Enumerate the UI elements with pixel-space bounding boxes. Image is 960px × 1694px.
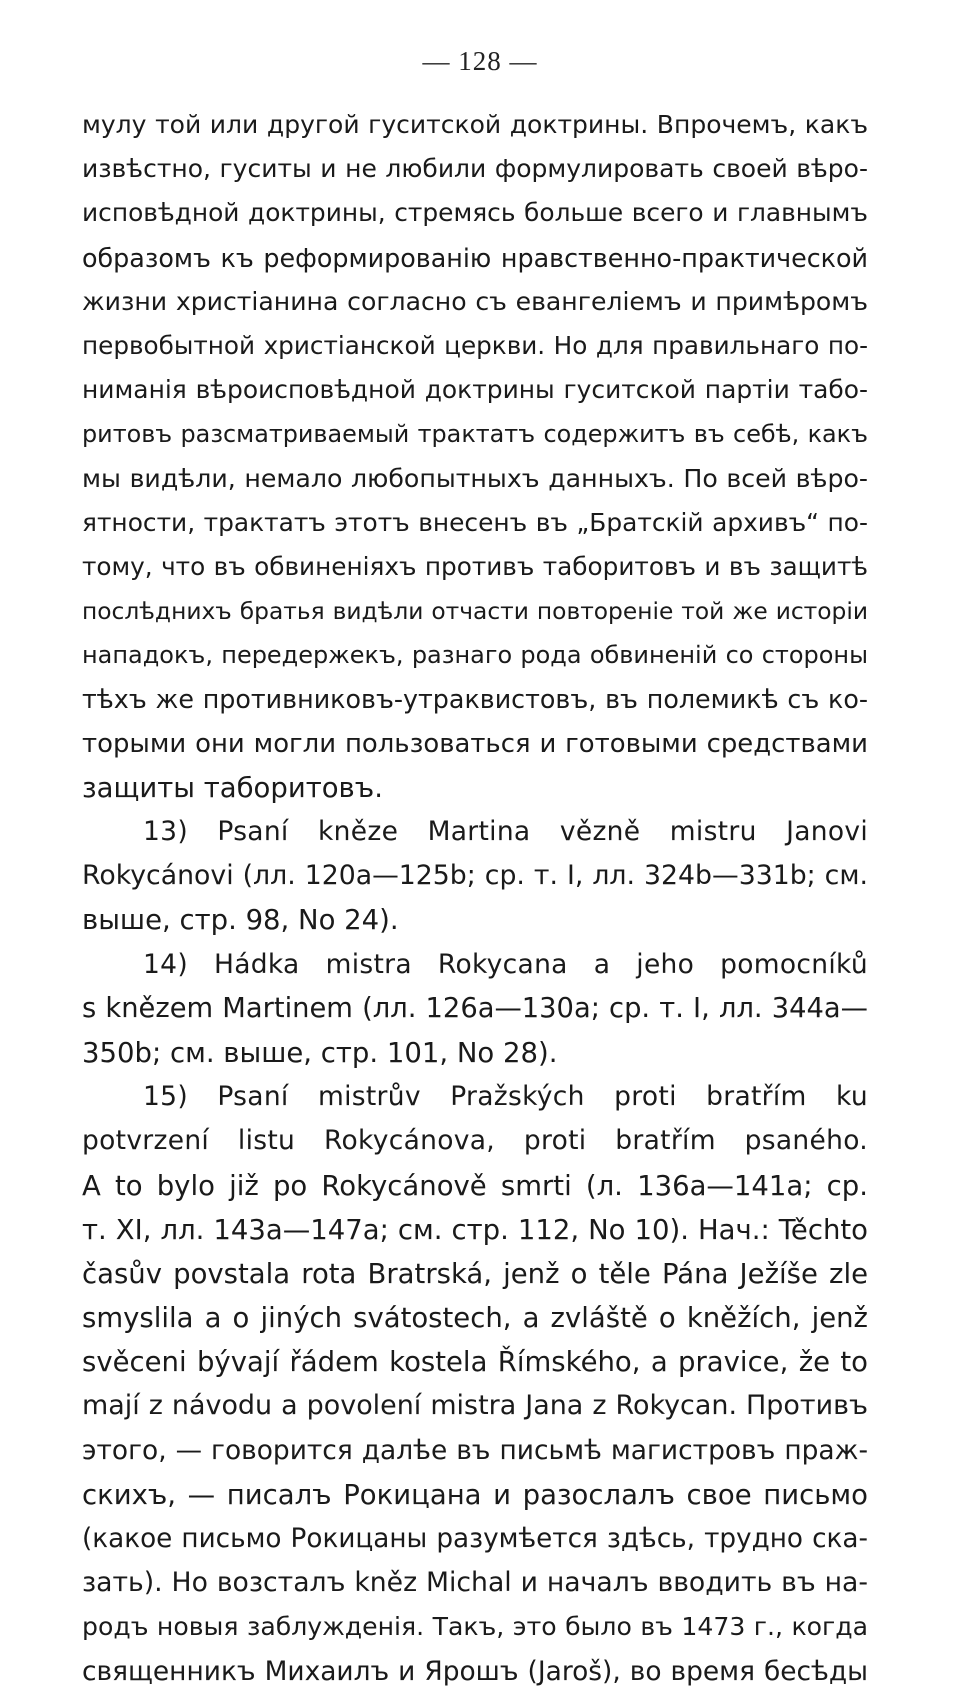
text-line: нападокъ, передержекъ, разнаго рода обвиненій со стороны xyxy=(82,641,868,670)
text-line: s knězem Martinem (лл. 126a—130a; ср. т. I, лл. 344a— xyxy=(82,992,868,1024)
text-line: 350b; см. выше, стр. 101, No 28). xyxy=(82,1036,558,1069)
text-body xyxy=(82,103,868,1694)
text-line: родъ новыя заблужденія. Такъ, это было въ 1473 г., когда xyxy=(82,1612,868,1642)
text-line: mají z návodu a povolení mistra Jana z Rokycan. Противъ xyxy=(82,1390,868,1422)
text-line: A to bylo již po Rokycánově smrti (л. 136a—141a; ср. xyxy=(82,1169,868,1202)
text-line: ятности, трактатъ этотъ внесенъ въ „Братскій архивъ“ по- xyxy=(82,507,868,537)
text-line: тому, что въ обвиненіяхъ противъ таборитовъ и въ защитѣ xyxy=(82,551,868,581)
text-line: т. XI, лл. 143a—147a; см. стр. 112, No 10). Нач.: Těchto xyxy=(82,1213,868,1246)
text-line: послѣднихъ братья видѣли отчасти повтореніе той же исторіи xyxy=(82,597,868,626)
text-line: potvrzení listu Rokycánova, proti bratřím psaného. xyxy=(82,1125,868,1157)
text-line: исповѣдной доктрины, стремясь больше всего и главнымъ xyxy=(82,198,868,228)
item-14-heading: 14) Hádka mistra Rokycana a jeho pomocníků xyxy=(143,948,868,980)
text-line: мулу той или другой гуситской доктрины. Впрочемъ, какъ xyxy=(82,110,868,139)
text-line: svěceni bývají řádem kostela Římského, a pravice, že to xyxy=(82,1346,868,1379)
text-line: первобытной христіанской церкви. Но для правильнаго по- xyxy=(82,330,868,360)
text-line: священникъ Михаилъ и Ярошъ (Jaroš), во время бесѣды xyxy=(82,1655,868,1687)
text-line: зать). Но возсталъ kněz Michal и началъ вводить въ на- xyxy=(82,1567,868,1599)
text-line: образомъ къ реформированію нравственно-практической xyxy=(82,242,868,273)
text-line: smyslila a o jiných svátostech, a zvláště o kněžích, jenž xyxy=(82,1302,868,1335)
text-line: ниманія вѣроисповѣдной доктрины гуситской партіи табо- xyxy=(82,375,868,405)
text-line: мы видѣли, немало любопытныхъ данныхъ. По всей вѣро- xyxy=(82,463,868,493)
text-line: извѣстно, гуситы и не любили формулировать своей вѣро- xyxy=(82,154,868,184)
text-line: скихъ, — писалъ Рокицана и разослалъ свое письмо xyxy=(82,1478,868,1511)
text-line: защиты таборитовъ. xyxy=(82,771,383,804)
text-line: жизни христіанина согласно съ евангеліемъ и примѣромъ xyxy=(82,286,868,316)
item-15-heading: 15) Psaní mistrův Pražských proti bratřím ku xyxy=(143,1081,868,1113)
text-line: časův povstala rota Bratrská, jenž o těle Pána Ježíše zle xyxy=(82,1257,868,1290)
text-line: этого, — говорится далѣе въ письмѣ магистровъ праж- xyxy=(82,1434,868,1466)
text-line: ритовъ разсматриваемый трактатъ содержитъ въ себѣ, какъ xyxy=(82,420,868,449)
text-line: торыми они могли пользоваться и готовыми средствами xyxy=(82,728,868,759)
text-line: (какое письмо Рокицаны разумѣется здѣсь, трудно ска- xyxy=(82,1524,868,1554)
item-13-heading: 13) Psaní kněze Martina vězně mistru Janovi xyxy=(143,816,868,847)
page-number: — 128 — xyxy=(422,46,538,76)
text-line: Rokycánovi (лл. 120a—125b; ср. т. I, лл. 324b—331b; см. xyxy=(82,860,868,892)
text-line: выше, стр. 98, No 24). xyxy=(82,904,399,937)
text-line: тѣхъ же противниковъ-утраквистовъ, въ полемикѣ съ ко- xyxy=(82,684,868,715)
